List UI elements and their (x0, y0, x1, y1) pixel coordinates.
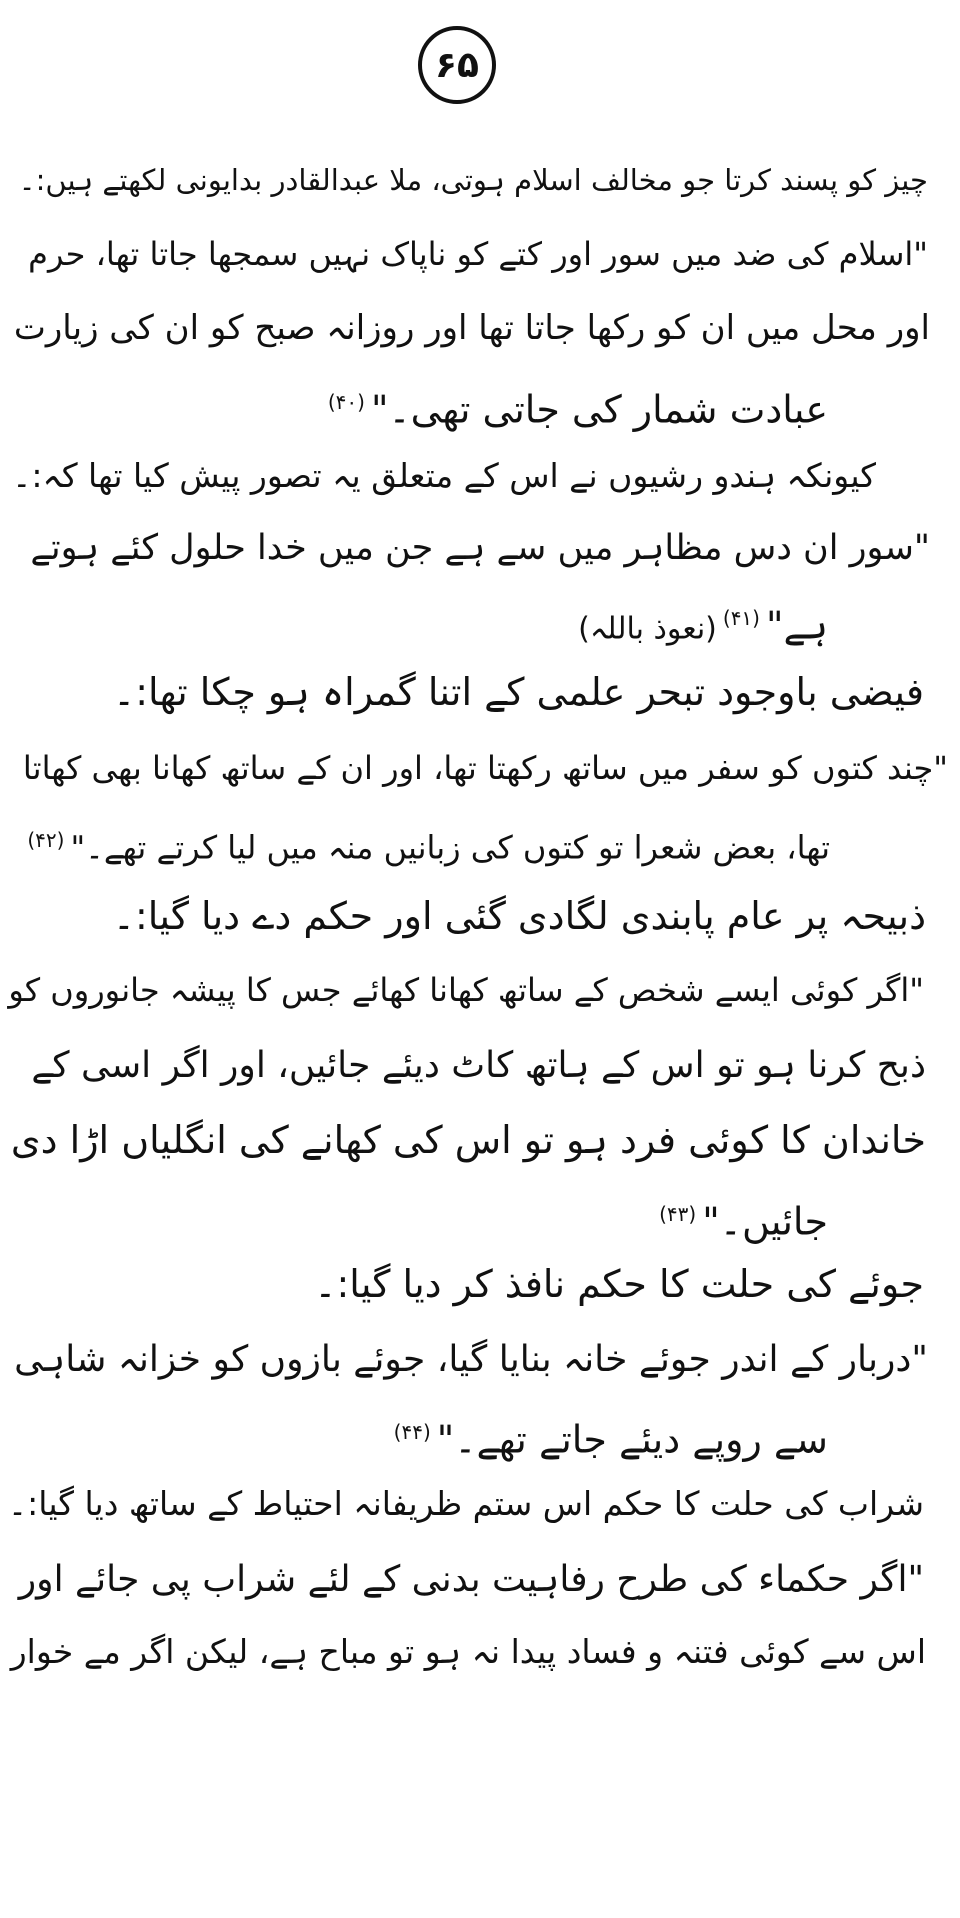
text-line: ذبیحہ پر عام پابندی لگادی گئی اور حکم دے دیا گیا:۔ (112, 894, 926, 938)
tail-text: (نعوذ باللہ) (578, 611, 717, 647)
text-line: "سور ان دس مظاہر میں سے ہے جن میں خدا حلول کئے ہوتے (30, 528, 930, 568)
text-line: سے روپے دیئے جاتے تھے۔"$^{(۴۴)}$ (393, 1417, 828, 1462)
text-line: ذبح کرنا ہو تو اس کے ہاتھ کاٹ دیئے جائیں، اور اگر اسی کے (31, 1045, 926, 1086)
footnote-marker: (۴۴) (393, 1420, 431, 1444)
footnote-marker: (۴۱) (722, 606, 760, 630)
text-line: اس سے کوئی فتنہ و فساد پیدا نہ ہو تو مباح ہے، لیکن اگر مے خوار (10, 1632, 926, 1671)
footnote-marker: (۴۲) (27, 828, 65, 852)
text-line: "اگر کوئی ایسے شخص کے ساتھ کھانا کھائے جس کا پیشہ جانوروں کو (8, 971, 924, 1009)
text-line: چیز کو پسند کرتا جو مخالف اسلام ہوتی، ملا عبدالقادر بدایونی لکھتے ہیں:۔ (18, 163, 928, 197)
text-line: "اگر حکماء کی طرح رفاہیت بدنی کے لئے شراب پی جائے اور (18, 1559, 924, 1600)
text-line: جوئے کی حلت کا حکم نافذ کر دیا گیا:۔ (314, 1262, 924, 1306)
footnote-marker: (۴۳) (659, 1202, 697, 1226)
text-line: "اسلام کی ضد میں سور اور کتے کو ناپاک نہیں سمجھا جاتا تھا، حرم (28, 235, 928, 273)
text-line: شراب کی حلت کا حکم اس ستم ظریفانہ احتیاط کے ساتھ دیا گیا:۔ (7, 1484, 924, 1523)
footnote-marker: (۴۰) (327, 390, 365, 414)
text-line: عبادت شمار کی جاتی تھی۔"$^{(۴۰)}$ (327, 387, 828, 432)
text-line: کیونکہ ہندو رشیوں نے اس کے متعلق یہ تصور پیش کیا تھا کہ:۔ (12, 456, 876, 495)
text-line: ہے"$^{(۴۱)}$(نعوذ باللہ) (578, 603, 828, 648)
text-line: "چند کتوں کو سفر میں ساتھ رکھتا تھا، اور ان کے ساتھ کھانا بھی کھاتا (22, 749, 948, 787)
page-number: ۶۵ (418, 26, 496, 104)
text-line: فیضی باوجود تبحر علمی کے اتنا گمراہ ہو چکا تھا:۔ (112, 670, 924, 714)
text-line: تھا، بعض شعرا تو کتوں کی زبانیں منہ میں لیا کرتے تھے۔"$^{(۴۲)}$ (27, 828, 830, 867)
text-line: جائیں۔"$^{(۴۳)}$ (659, 1199, 828, 1244)
text-line: اور محل میں ان کو رکھا جاتا تھا اور روزانہ صبح کو ان کی زیارت (13, 308, 930, 348)
text-line: خاندان کا کوئی فرد ہو تو اس کی کھانے کی انگلیاں اڑا دی (10, 1118, 926, 1162)
text-line: "دربار کے اندر جوئے خانہ بنایا گیا، جوئے بازوں کو خزانہ شاہی (14, 1339, 928, 1380)
